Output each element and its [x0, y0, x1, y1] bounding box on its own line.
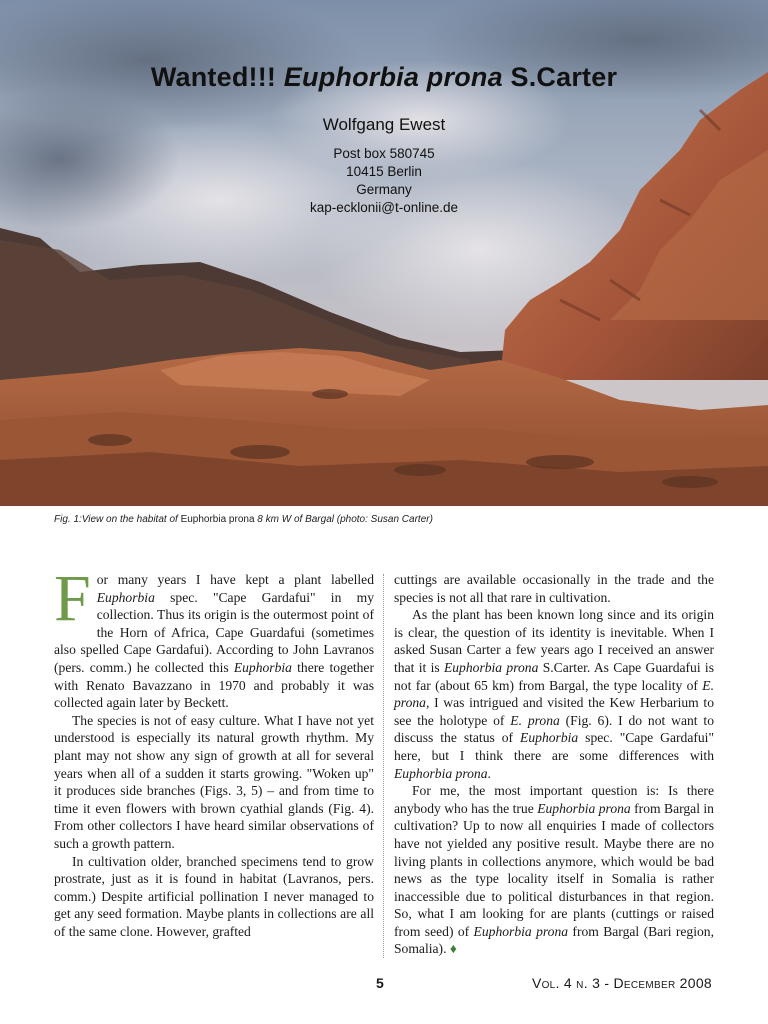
text-run: As the plant has been known long since and its origin is clear, the question of its identity is inevitable. When I asked Susan Carter a few years ago I received an answer that it is [394, 607, 714, 675]
author-name: Wolfgang Ewest [322, 115, 446, 134]
text-run: S.Carter. As Cape Guardafui is not far (about 65 km) from Bargal, the type locality of [394, 659, 715, 693]
text-run: , I was intrigued and visited the Kew Herbarium to see the holotype of [394, 695, 714, 728]
text-run: or many years I have kept a plant labelled [96, 572, 374, 587]
page-number: 5 [376, 975, 384, 991]
column-divider [383, 574, 384, 958]
italic-text: Euphorbia [96, 589, 155, 605]
drop-cap: F [54, 562, 91, 635]
text-run: cuttings are available occasionally in the trade and the species is not all that rare in cultivation. [394, 572, 714, 605]
text-run: there together with Renato Bavazzano in 1970 and probably it was collected again later by Beckett. [54, 659, 374, 711]
italic-text: E. prona [394, 677, 714, 711]
text-run: spec. "Cape Gardafui" in my collection. Thus its origin is the outermost point of the Horn of Africa, Cape Guardafui (sometimes also spelled Cape Gardafui). According to John Lavranos (pers. comm.) he collected this [54, 589, 374, 675]
text-run: In cultivation older, branched specimens tend to grow prostrate, just as it is found in habitat (Lavranos, pers. comm.) Despite artificial pollination I never managed to get any seed formation. Maybe plants in collections are all of the same clone. However, grafted [54, 853, 374, 939]
text-run: from Bargal in cultivation? Up to now all enquiries I made of collectors have not yielded any positive result. Maybe there are no living plants in collections anymore, which would be bad news as the type locality itself in Somalia is rather inaccessible due to political disturbances in that region. So, what I am looking for are plants (cuttings or raised from seed) of [394, 800, 714, 939]
italic-text: E. prona [510, 712, 560, 728]
author-email: kap-ecklonii@t-online.de [309, 200, 459, 215]
text-run: (Fig. 6). I do not want to discuss the status of [394, 712, 715, 746]
paragraph [54, 853, 374, 941]
address-line: Germany [356, 182, 412, 197]
issue-info: Vol. 4 n. 3 - December 2008 [531, 975, 712, 991]
italic-text: Euphorbia prona [443, 659, 539, 675]
text-run: spec. "Cape Gardafui" here, but I think there are some differences with [394, 730, 714, 763]
figure-caption: Fig. 1:View on the habitat of Euphorbia prona 8 km W of Bargal (photo: Susan Carter) [54, 514, 433, 525]
text-run: from Bargal (Bari region, Somalia). [394, 923, 714, 957]
address-line: Post box 580745 [333, 146, 435, 161]
paragraph [54, 712, 374, 853]
paragraph [394, 782, 714, 958]
end-mark-icon: ♦ [449, 941, 457, 957]
address-line: 10415 Berlin [346, 164, 422, 179]
paragraph [54, 562, 374, 712]
article-header [0, 62, 768, 217]
paragraph [394, 571, 714, 606]
italic-text: Euphorbia [520, 730, 579, 746]
italic-text: Euphorbia prona [394, 765, 488, 781]
italic-text: Euphorbia prona [473, 923, 569, 939]
right-column [394, 571, 714, 958]
left-column [54, 562, 374, 940]
italic-text: Euphorbia [233, 659, 292, 675]
article-title: Wanted!!! Euphorbia prona S.Carter [150, 62, 618, 92]
author-address [0, 145, 768, 217]
text-run: For me, the most important question is: Is there anybody who has the true [394, 783, 714, 816]
text-run: The species is not of easy culture. What I have not yet understood is especially its natural growth rhythm. My plant may not show any sign of growth at all for several years when all of a sudden it starts growing. "Woken up" it produces side branches (Figs. 3, 5) – and from time to time it even flowers with brown cyathial glands (Fig. 4). From other collectors I have heard similar observations of such a growth pattern. [54, 712, 374, 851]
italic-text: Euphorbia prona [537, 800, 631, 816]
text-run: . [487, 765, 491, 781]
paragraph [394, 606, 714, 782]
